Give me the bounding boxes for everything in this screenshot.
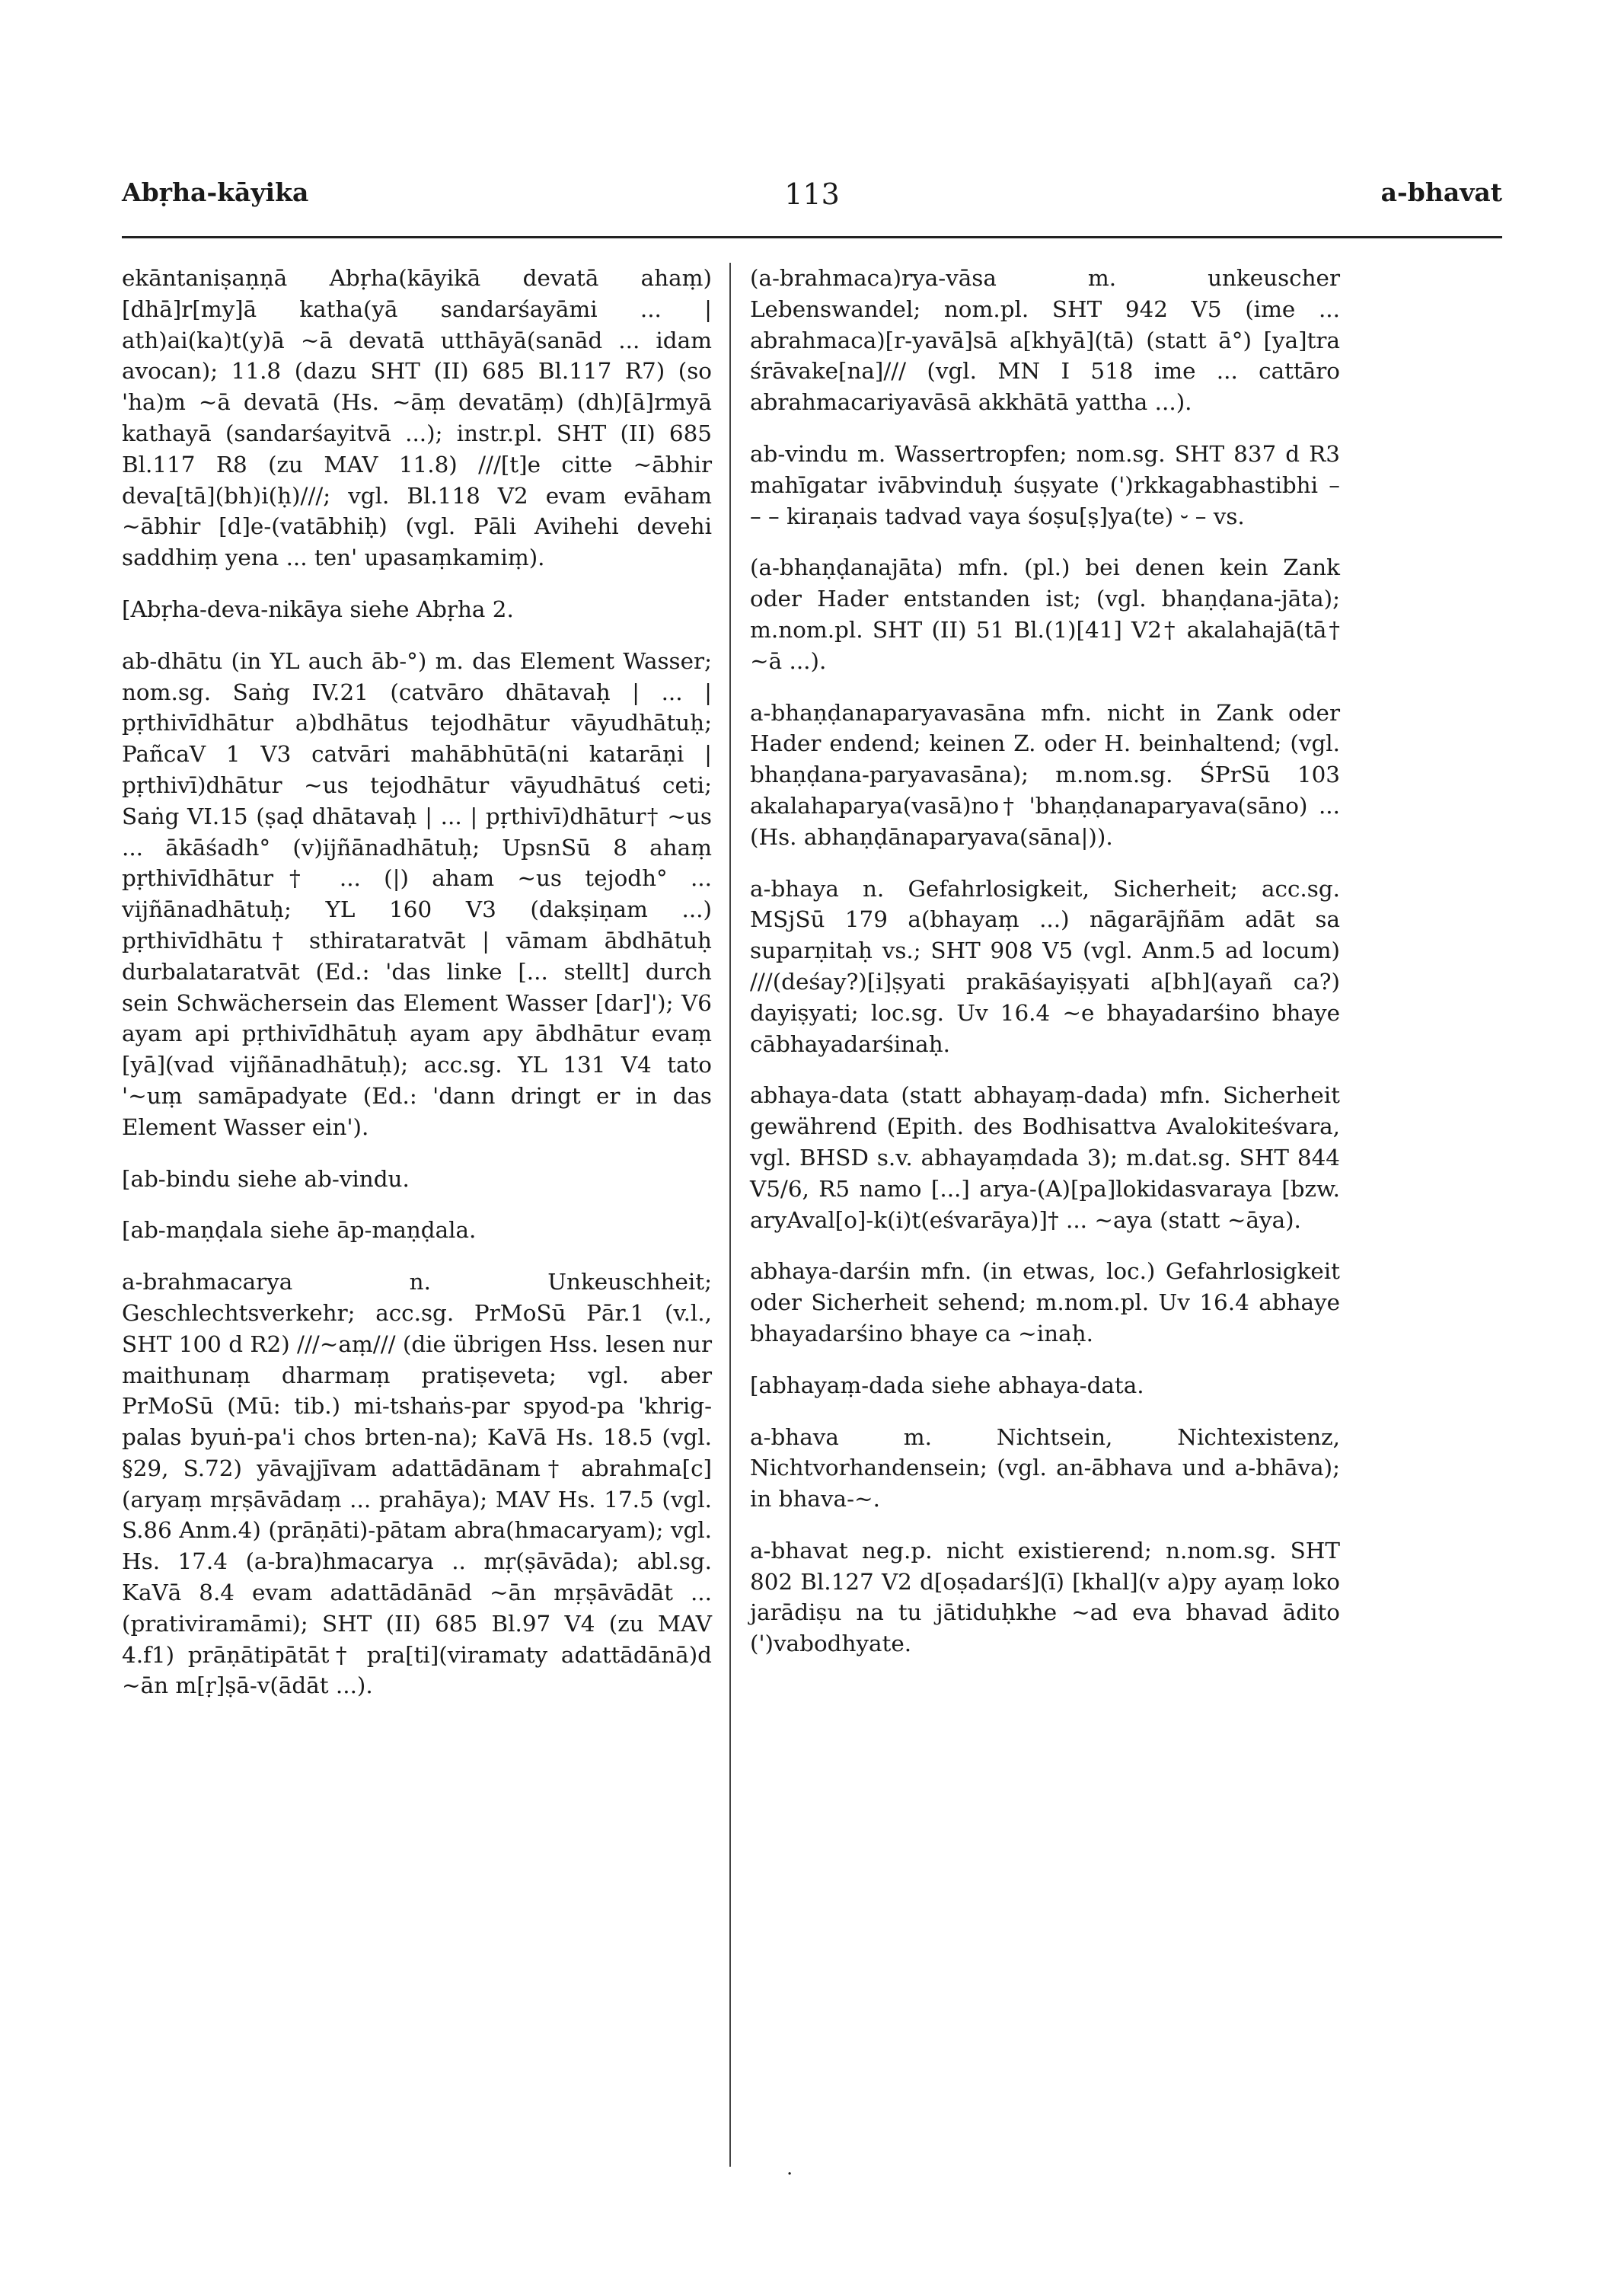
entry-text: [abhayaṃ-dada siehe abhaya-data.	[750, 1372, 1144, 1398]
entry-text: a-bhaya n. Gefahrlosigkeit, Sicherheit; acc.sg. MSjSū 179 a(bhayaṃ ...) nāgarājñām adāt sa suparṇitaḥ vs.; SHT 908 V5 (vgl. Anm.5 ad locum) ///(deśay?)[i]ṣyati prakāśayiṣyati a[bh](ayañ ca?) dayiṣyati; loc.sg. Uv 16.4 ~e bhayadarśino bhaye cābhayadarśinaḥ.	[750, 875, 1340, 1057]
entry	[122, 1267, 712, 1701]
entry	[750, 1422, 1340, 1515]
entry-text: (a-bhaṇḍanajāta) mfn. (pl.) bei denen kein Zank oder Hader entstanden ist; (vgl. bhaṇḍana-jāta); m.nom.pl. SHT (II) 51 Bl.(1)[41] V2† akalahajā(tā† ~ā ...).	[750, 554, 1340, 674]
page-number: 113	[784, 177, 840, 211]
entry	[750, 439, 1340, 532]
entry-text: a-brahmacarya n. Unkeuschheit; Geschlechtsverkehr; acc.sg. PrMoSū Pār.1 (v.l., SHT 100 d R2) ///~aṃ/// (die übrigen Hss. lesen nur maithunaṃ dharmaṃ pratiṣeveta; vgl. aber PrMoSū (Mū: tib.) mi-tshaṅs-par spyod-pa 'khrig-palas byuṅ-pa'i chos brten-na); KaVā Hs. 18.5 (vgl. §29, S.72) yāvajjīvam adattādānam† abrahma[c](aryaṃ mṛṣāvādaṃ ... prahāya); MAV Hs. 17.5 (vgl. S.86 Anm.4) (prāṇāti)-pātam abra(hmacaryam); vgl. Hs. 17.4 (a-bra)hmacarya .. mṛ(ṣāvāda); abl.sg. KaVā 8.4 evam adattādānād ~ān mṛṣāvādāt ... (prativiramāmi); SHT (II) 685 Bl.97 V4 (zu MAV 4.f1) prāṇātipātāt† pra[ti](viramaty adattādānā)d ~ān m[ṛ]ṣā-v(ādāt ...).	[122, 1269, 712, 1699]
entry	[750, 698, 1340, 853]
entry-text: ab-vindu m. Wassertropfen; nom.sg. SHT 837 d R3 mahīgatar ivābvinduḥ śuṣyate (')rkkagabhastibhi – – – kiraṇais tadvad vaya śoṣu[ṣ]ya(te) ⏑ – vs.	[750, 440, 1340, 529]
entry	[122, 1164, 712, 1195]
entry	[750, 1080, 1340, 1235]
entry	[750, 1370, 1340, 1401]
entry-text: a-bhaṇḍanaparyavasāna mfn. nicht in Zank oder Hader endend; keinen Z. oder H. beinhaltend; (vgl. bhaṇḍana-paryavasāna); m.nom.sg. ŚPrSū 103 akalahaparya(vasā)no† 'bhaṇḍanaparyava(sāno) ... (Hs. abhaṇḍānaparyava(sāna|)).	[750, 699, 1340, 850]
entry-text: abhaya-data (statt abhayaṃ-dada) mfn. Sicherheit gewährend (Epith. des Bodhisattva Avalokiteśvara, vgl. BHSD s.v. abhayaṃdada 3); m.dat.sg. SHT 844 V5/6, R5 namo [...] arya-(A)[pa]lokidasvaraya [bzw. aryAval[o]-k(i)t(eśvarāya)]† ... ~aya (statt ~āya).	[750, 1082, 1340, 1233]
entry	[750, 552, 1340, 676]
entry-text: abhaya-darśin mfn. (in etwas, loc.) Gefahrlosigkeit oder Sicherheit sehend; m.nom.pl. Uv 16.4 abhaye bhayadarśino bhaye ca ~inaḥ.	[750, 1258, 1340, 1346]
entry-text: (a-brahmaca)rya-vāsa m. unkeuscher Lebenswandel; nom.pl. SHT 942 V5 (ime ... abrahmaca)[r-yavā]sā a[khyā](tā) (statt ā°) [ya]tra śrāvake[na]/// (vgl. MN I 518 ime ... cattāro abrahmacariyavāsā akkhātā yattha ...).	[750, 265, 1340, 416]
entry	[122, 1215, 712, 1246]
entry-text: [ab-bindu siehe ab-vindu.	[122, 1165, 410, 1192]
entry-text: ab-dhātu (in YL auch āb-°) m. das Element Wasser; nom.sg. Saṅg IV.21 (catvāro dhātavaḥ | ... | pṛthivīdhātur a)bdhātus tejodhātur vāyudhātuḥ; PañcaV 1 V3 catvāri mahābhūtā(ni katarāṇi | pṛthivī)dhātur ~us tejodhātur vāyudhātuś ceti; Saṅg VI.15 (ṣaḍ dhātavaḥ | ... | pṛthivī)dhātur† ~us ... ākāśadh° (v)ijñānadhātuḥ; UpsnSū 8 ahaṃ pṛthivīdhātur† ... (|) aham ~us tejodh° ... vijñānadhātuḥ; YL 160 V3 (dakṣiṇam ...) pṛthivīdhātu† sthirataratvāt | vāmam ābdhātuḥ durbalataratvāt (Ed.: 'das linke [... stellt] durch sein Schwächersein das Element Wasser [dar]'); V6 ayam api pṛthivīdhātuḥ ayam apy ābdhātur evaṃ [yā](vad vijñānadhātuḥ); acc.sg. YL 131 V4 tato '~uṃ samāpadyate (Ed.: 'dann dringt er in das Element Wasser ein').	[122, 647, 712, 1140]
right-column	[750, 263, 1340, 1680]
column-divider	[729, 263, 731, 2167]
entry-text: a-bhavat neg.p. nicht existierend; n.nom.sg. SHT 802 Bl.127 V2 d[oṣadarś](ī) [khal](v a)py ayaṃ loko jarādiṣu na tu jātiduḥkhe ~ad eva bhavad ādito (')vabodhyate.	[750, 1537, 1340, 1657]
entry	[750, 1535, 1340, 1659]
entry	[750, 874, 1340, 1060]
entry	[122, 263, 712, 573]
entry-text: [ab-maṇḍala siehe āp-maṇḍala.	[122, 1217, 477, 1244]
bottom-mark: ·	[786, 2163, 793, 2186]
entry	[750, 263, 1340, 418]
entry	[122, 646, 712, 1143]
entry	[122, 594, 712, 625]
entry-text: a-bhava m. Nichtsein, Nichtexistenz, Nichtvorhandensein; (vgl. an-ābhava und a-bhāva); in bhava-~.	[750, 1423, 1340, 1513]
header-rule	[122, 236, 1502, 238]
entry-text: [Abṛha-deva-nikāya siehe Abṛha 2.	[122, 596, 514, 622]
left-column	[122, 263, 712, 1722]
entry-text: ekāntaniṣaṇṇā Abṛha(kāyikā devatā ahaṃ) [dhā]r[my]ā katha(yā sandarśayāmi ... | ath)ai(ka)t(y)ā ~ā devatā utthāyā(sanād ... idam avocan); 11.8 (dazu SHT (II) 685 Bl.117 R7) (so 'ha)m ~ā devatā (Hs. ~āṃ devatāṃ) (dh)[ā]rmyā kathayā (sandarśayitvā ...); instr.pl. SHT (II) 685 Bl.117 R8 (zu MAV 11.8) ///[t]e citte ~ābhir deva[tā](bh)i(ḥ)///; vgl. Bl.118 V2 evam evāham ~ābhir [d]e-(vatābhiḥ) (vgl. Pāli Avihehi devehi saddhiṃ yena ... ten' upasaṃkamiṃ).	[122, 265, 712, 571]
running-header	[122, 177, 1502, 223]
header-left-keyword: Abṛha-kāyika	[122, 177, 309, 207]
entry	[750, 1256, 1340, 1349]
header-right-keyword: a-bhavat	[1380, 177, 1502, 207]
